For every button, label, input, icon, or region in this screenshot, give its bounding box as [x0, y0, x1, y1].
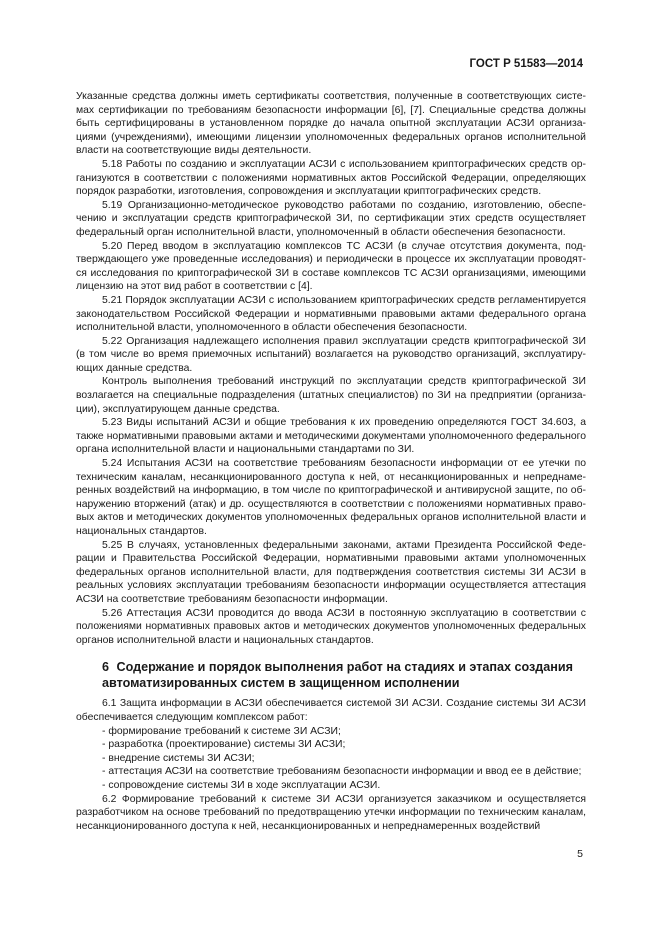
list-item: - аттестация АСЗИ на соответствие требованиям безопасности информации и ввод ее в действие;: [102, 766, 582, 778]
paragraph: 5.25 В случаях, установленных федеральными законами, актами Президента Российской Федерации и Правительства Российской Федерации, нормативными правовыми актами уполномоченных федеральных органов исполнительной власти, для подтверждения соответствия системы ЗИ АСЗИ в реальных условиях эксплуатации требованиям безопасности информации осуществляется аттестация АСЗИ на соответствие требованиям безопасности информации.: [76, 539, 586, 605]
paragraph: Контроль выполнения требований инструкций по эксплуатации средств криптографической ЗИ возлагается на специальные подразделения (штатных специалистов) по ЗИ на предприятии (организации), эксплуатирующем данные средства.: [76, 376, 586, 415]
document-body: [76, 90, 586, 833]
paragraphs-top: [76, 90, 586, 647]
paragraph: 5.24 Испытания АСЗИ на соответствие требованиям безопасности информации от ее утечки по техническим каналам, несанкционированного доступа к ней, от несанкционированных и непреднамеренных воздействий на информацию, в том числе по криптографической и антивирусной защите, по обнаружению вторжений (атак) и др. осуществляются в соответствии с положениями нормативных правовых актов и методических документов уполномоченных федеральных органов исполнительной власти и национальных стандартов.: [76, 458, 586, 537]
paragraph: 5.18 Работы по созданию и эксплуатации АСЗИ с использованием криптографических средств организуются в соответствии с положениями нормативных актов Российской Федерации, определяющих порядок разработки, изготовления, сопровождения и эксплуатации криптографических средств.: [76, 158, 586, 198]
section-title: Содержание и порядок выполнения работ на стадиях и этапах создания автоматизированных систем в защищенном исполнении: [102, 660, 573, 691]
list-item: - разработка (проектирование) системы ЗИ АСЗИ;: [102, 739, 346, 751]
paragraph: 6.1 Защита информации в АСЗИ обеспечивается системой ЗИ АСЗИ. Создание системы ЗИ АСЗИ обеспечивается следующим комплексом работ:: [76, 698, 586, 723]
paragraph: 5.20 Перед вводом в эксплуатацию комплексов ТС АСЗИ (в случае отсутствия документа, подтверждающего уже проведенные исследования) и периодически в процессе их эксплуатации проводятся исследования по криптографической ЗИ в составе комплексов ТС АСЗИ организациями, имеющими лицензию на этот вид работ в соответствии с [4].: [76, 240, 586, 293]
paragraph: 5.19 Организационно-методическое руководство работами по созданию, изготовлению, обеспечению и эксплуатации средств криптографической ЗИ, по сертификации этих средств осуществляет федеральный орган исполнительной власти, уполномоченный в области обеспечения безопасности.: [76, 199, 586, 238]
section-heading: [76, 659, 586, 691]
paragraph: 5.26 Аттестация АСЗИ проводится до ввода АСЗИ в постоянную эксплуатацию в соответствии с положениями нормативных правовых актов и методических документов уполномоченных федеральных органов исполнительной власти и национальных стандартов.: [76, 607, 586, 646]
page-number: 5: [577, 848, 583, 860]
list-item: - сопровождение системы ЗИ в ходе эксплуатации АСЗИ.: [102, 779, 381, 791]
list-item: - формирование требований к системе ЗИ АСЗИ;: [102, 725, 341, 737]
paragraph: 5.22 Организация надлежащего исполнения правил эксплуатации средств криптографической ЗИ (в том числе во время приемочных испытаний) возлагается на руководство организаций, эксплуатирующих данные средства.: [76, 335, 586, 374]
paragraph: Указанные средства должны иметь сертификаты соответствия, полученные в соответствующих системах сертификации по требованиям безопасности информации [6], [7]. Специальные средства должны быть сертифицированы в установленном порядке до начала опытной эксплуатации АСЗИ организациями (учреждениями), имеющими лицензии уполномоченных федеральных органов исполнительной власти на соответствующие виды деятельности.: [76, 91, 586, 157]
paragraphs-bottom: [76, 697, 586, 833]
list-item: - внедрение системы ЗИ АСЗИ;: [102, 752, 255, 764]
paragraph: 5.21 Порядок эксплуатации АСЗИ с использованием криптографических средств регламентируется законодательством Российской Федерации и нормативными правовыми актами федерального органа исполнительной власти, уполномоченного в области обеспечения безопасности.: [76, 294, 586, 334]
paragraph: 6.2 Формирование требований к системе ЗИ АСЗИ организуется заказчиком и осуществляется разработчиком на основе требований по предотвращению утечки информации по техническим каналам, несанкционированного доступа к ней, несанкционированных и непреднамеренных воздействий: [76, 793, 586, 832]
section-number: 6: [102, 660, 110, 675]
standard-header: ГОСТ Р 51583—2014: [469, 58, 583, 70]
paragraph: 5.23 Виды испытаний АСЗИ и общие требования к их проведению определяются ГОСТ 34.603, а также нормативными правовыми актами и методическими документами уполномоченного федерального органа исполнительной власти и национальными стандартами по ЗИ.: [76, 417, 586, 456]
